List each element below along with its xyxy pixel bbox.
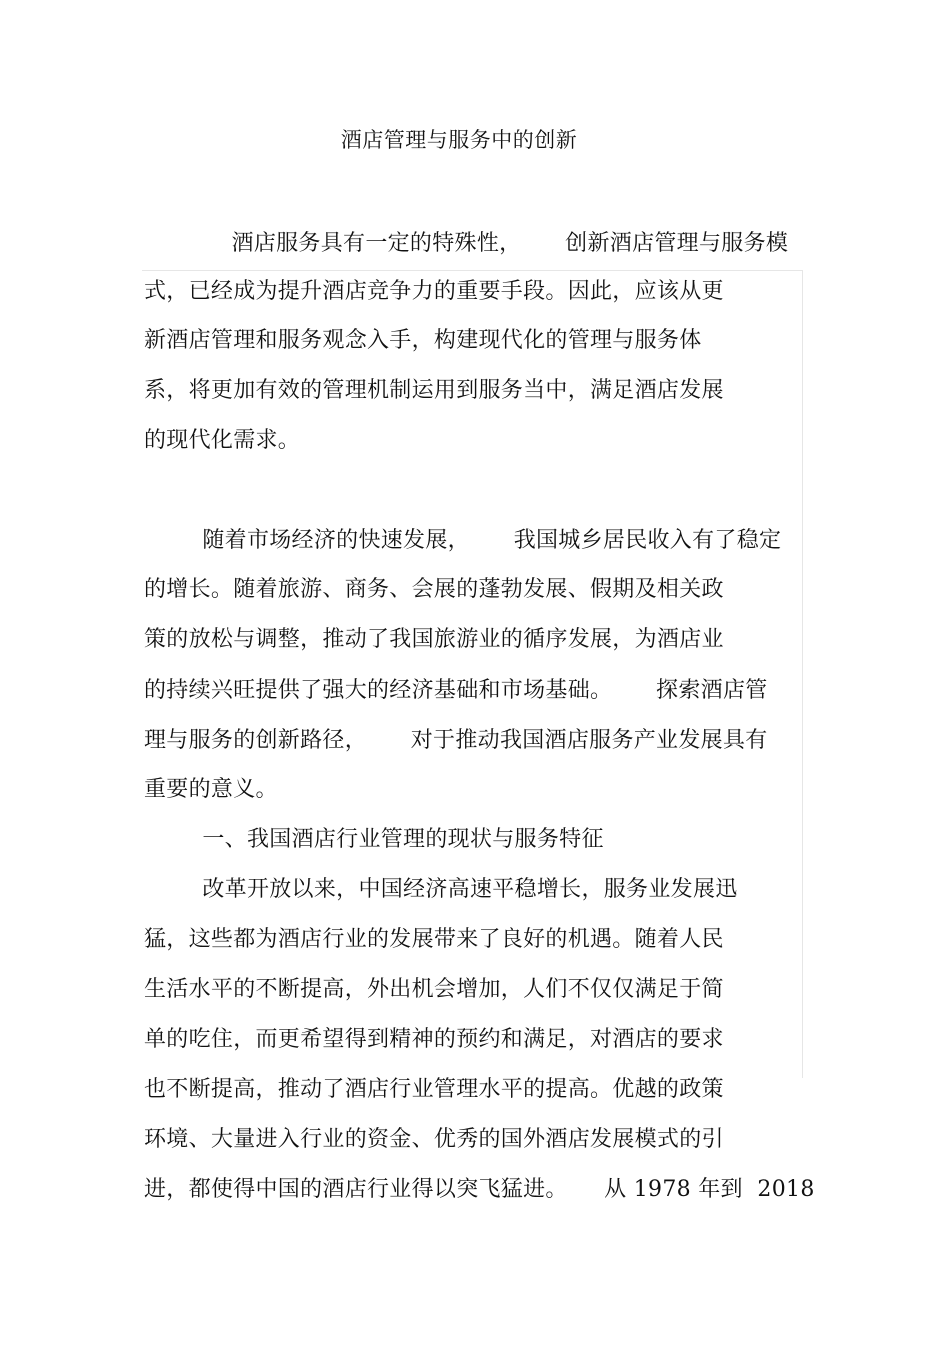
- text-line-11: 重要的意义。: [144, 777, 278, 802]
- text-line-3: 新酒店管理和服务观念入手，构建现代化的管理与服务体: [144, 328, 702, 353]
- text-line-5: 的现代化需求。: [144, 428, 301, 453]
- text-line-4: 系，将更加有效的管理机制运用到服务当中，满足酒店发展: [144, 378, 724, 403]
- text-line-19: 进，都使得中国的酒店行业得以突飞猛进。 从 1978 年到 2018: [144, 1177, 815, 1202]
- text-line-2: 式，已经成为提升酒店竞争力的重要手段。因此，应该从更: [144, 279, 724, 304]
- text-line-10: 理与服务的创新路径， 对于推动我国酒店服务产业发展具有: [144, 728, 768, 753]
- text-line-14: 猛，这些都为酒店行业的发展带来了良好的机遇。随着人民: [144, 927, 724, 952]
- text-line-6: 随着市场经济的快速发展， 我国城乡居民收入有了稳定: [144, 528, 782, 553]
- text-line-8: 策的放松与调整，推动了我国旅游业的循序发展，为酒店业: [144, 627, 724, 652]
- text-line-9: 的持续兴旺提供了强大的经济基础和市场基础。 探索酒店管: [144, 678, 768, 703]
- text-line-13: 改革开放以来，中国经济高速平稳增长，服务业发展迅: [144, 877, 738, 902]
- document-title: 酒店管理与服务中的创新: [340, 128, 578, 152]
- text-line-16: 单的吃住，而更希望得到精神的预约和满足，对酒店的要求: [144, 1027, 724, 1052]
- text-line-18: 环境、大量进入行业的资金、优秀的国外酒店发展模式的引: [144, 1127, 724, 1152]
- text-line-17: 也不断提高，推动了酒店行业管理水平的提高。优越的政策: [144, 1077, 724, 1102]
- text-line-7: 的增长。随着旅游、商务、会展的蓬勃发展、假期及相关政: [144, 577, 724, 602]
- text-line-15: 生活水平的不断提高，外出机会增加，人们不仅仅满足于简: [144, 977, 724, 1002]
- section-heading: 一、我国酒店行业管理的现状与服务特征: [144, 827, 604, 852]
- text-line-1: 酒店服务具有一定的特殊性， 创新酒店管理与服务模: [144, 231, 789, 256]
